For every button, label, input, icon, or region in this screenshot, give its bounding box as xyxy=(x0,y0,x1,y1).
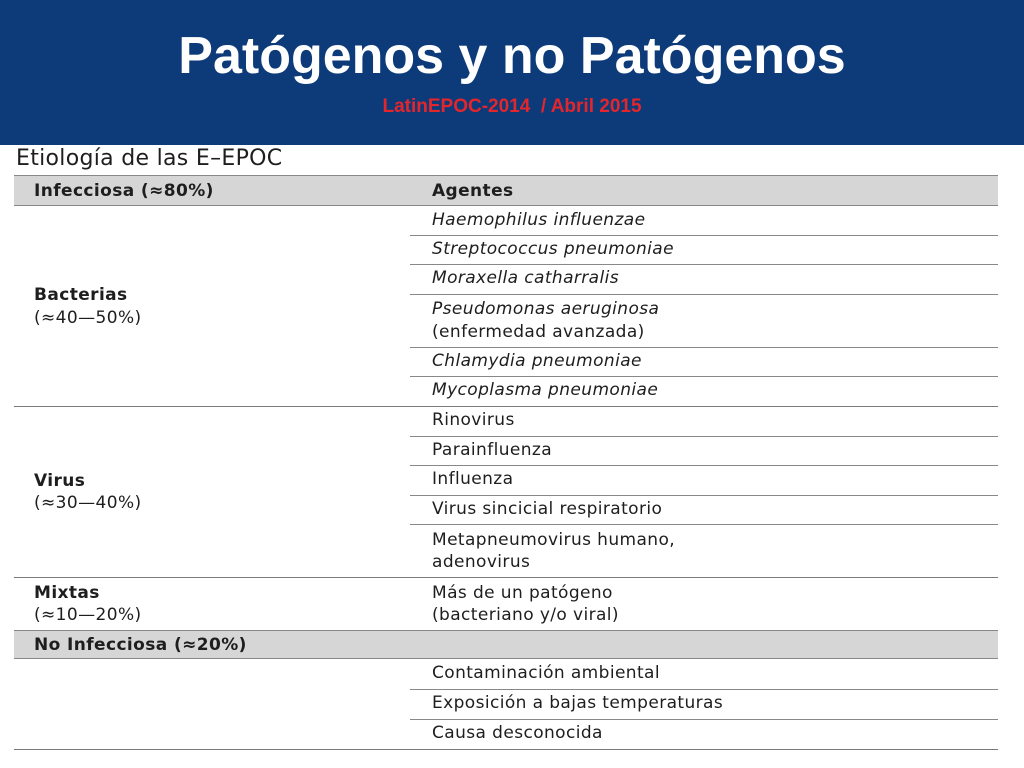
agent-mixtas: Más de un patógeno xyxy=(432,583,613,603)
row-divider xyxy=(410,465,998,466)
agent-virus: Rinovirus xyxy=(432,410,515,430)
header-agentes: Agentes xyxy=(432,181,514,201)
no-infecciosa-label: No Infecciosa (≈20%) xyxy=(34,635,247,655)
bacterias-label: Bacterias xyxy=(34,285,128,305)
agent-mixtas-note: (bacteriano y/o viral) xyxy=(432,605,619,625)
group-divider xyxy=(14,577,998,578)
agent-bacteria: Haemophilus influenzae xyxy=(432,210,646,230)
virus-label: Virus xyxy=(34,471,86,491)
agent-bacteria: Chlamydia pneumoniae xyxy=(432,351,642,371)
row-divider xyxy=(410,294,998,295)
row-divider xyxy=(410,376,998,377)
agent-virus: Influenza xyxy=(432,469,514,489)
agent-virus: Metapneumovirus humano, xyxy=(432,530,676,550)
agent-virus: Virus sincicial respiratorio xyxy=(432,499,663,519)
agent-no-infecciosa: Causa desconocida xyxy=(432,723,603,743)
agent-bacteria: Moraxella catharralis xyxy=(432,268,619,288)
slide-subtitle: LatinEPOC-2014 / Abril 2015 xyxy=(382,96,642,117)
slide-title: Patógenos y no Patógenos xyxy=(178,27,846,85)
no-infecciosa-row xyxy=(14,630,998,659)
row-divider xyxy=(410,235,998,236)
agent-virus-continued: adenovirus xyxy=(432,552,531,572)
agent-bacteria: Mycoplasma pneumoniae xyxy=(432,380,659,400)
agent-no-infecciosa: Contaminación ambiental xyxy=(432,663,660,683)
table-header-row xyxy=(14,175,998,206)
row-divider xyxy=(410,264,998,265)
agent-bacteria: Pseudomonas aeruginosa xyxy=(432,299,660,319)
slide-header xyxy=(0,0,1024,145)
table-bottom-rule xyxy=(14,749,998,750)
row-divider xyxy=(410,719,998,720)
group-divider xyxy=(14,406,998,407)
table-caption: Etiología de las E–EPOC xyxy=(16,146,283,171)
mixtas-percent: (≈10—20%) xyxy=(34,605,142,625)
row-divider xyxy=(410,436,998,437)
agent-bacteria: Streptococcus pneumoniae xyxy=(432,239,674,259)
row-divider xyxy=(410,689,998,690)
bacterias-percent: (≈40—50%) xyxy=(34,308,142,328)
etiology-table xyxy=(14,175,998,750)
agent-bacteria-note: (enfermedad avanzada) xyxy=(432,322,645,342)
row-divider xyxy=(410,495,998,496)
row-divider xyxy=(410,524,998,525)
row-divider xyxy=(410,347,998,348)
agent-virus: Parainfluenza xyxy=(432,440,553,460)
virus-percent: (≈30—40%) xyxy=(34,493,142,513)
header-infecciosa: Infecciosa (≈80%) xyxy=(34,181,214,201)
agent-no-infecciosa: Exposición a bajas temperaturas xyxy=(432,693,724,713)
mixtas-label: Mixtas xyxy=(34,583,100,603)
